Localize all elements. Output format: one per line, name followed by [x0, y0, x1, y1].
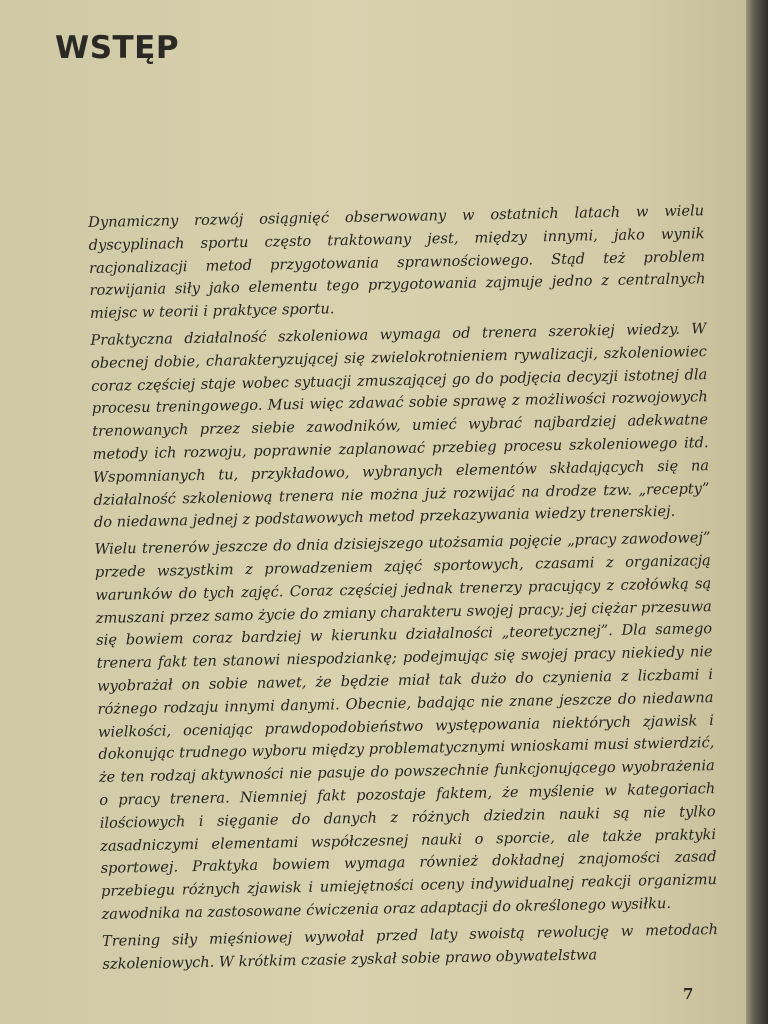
paragraph-1: Dynamiczny rozwój osiągnięć obserwowany w ostatnich latach w wielu dyscyplinach sportu często traktowany jest, między innymi, jako wynik racjonalizacji metod przygotowania sprawnościowego. Stąd też problem rozwijania siły jako elementu tego przygotowania zajmuje jedno z centralnych miejsc w teorii i praktyce sportu.	[88, 202, 706, 323]
chapter-heading: WSTĘP	[55, 30, 180, 66]
paragraph-2: Praktyczna działalność szkoleniowa wymaga od trenera szerokiej wiedzy. W obecnej dobie, charakteryzującej się zwielokrotnieniem rywalizacji, szkoleniowiec coraz częściej staje wobec sytuacji zmuszającej go do podjęcia decyzji istotnej dla procesu treningowego. Musi więc zdawać sobie sprawę z możliwości rozwojowych trenowanych przez siebie zawodników, umieć wybrać najbardziej adekwatne metody ich rozwoju, poprawnie zaplanować przebieg procesu szkoleniowego itd. Wspomnianych tu, przykładowo, wybranych elementów składających się na działalność szkoleniową trenera nie można już rozwijać na drodze tzw. „recepty” do niedawna jednej z podstawowych metod przekazywania wiedzy trenerskiej.	[90, 320, 710, 532]
body-text	[88, 200, 719, 976]
page-edge-shadow	[746, 0, 768, 1024]
paragraph-3: Wielu trenerów jeszcze do dnia dzisiejszego utożsamia pojęcie „pracy zawodowej” przede wszystkim z prowadzeniem zajęć sportowych, czasami z organizacją warunków do tych zajęć. Coraz częściej jednak trenerzy pracujący z czołówką są zmuszani przez samo życie do zmiany charakteru swojej pracy; jej ciężar przesuwa się bowiem coraz bardziej w kierunku działalności „teoretycznej”. Dla samego trenera fakt ten stanowi niespodziankę; podejmując się swojej pracy niekiedy nie wyobrażał on sobie nawet, że będzie miał tak dużo do czynienia z liczbami i różnego rodzaju innymi danymi. Obecnie, badając nie znane jeszcze do niedawna wielkości, oceniając prawdopodobieństwo występowania niektórych zjawisk i dokonując trudnego wyboru między problematycznymi wnioskami musi stwierdzić, że ten rodzaj aktywności nie pasuje do powszechnie funkcjonującego wyobrażenia o pracy trenera. Niemniej fakt pozostaje faktem, że myślenie w kategoriach ilościowych i sięganie do danych z różnych dziedzin nauki są nie tylko zasadniczymi elementami współczesnej nauki o sporcie, ale także praktyki sportowej. Praktyka bowiem wymaga również dokładnej znajomości zasad przebiegu różnych zjawisk i umiejętności oceny indywidualnej reakcji organizmu zawodnika na zastosowane ćwiczenia oraz adaptacji do określonego wysiłku.	[94, 529, 718, 923]
paragraph-4: Trening siły mięśniowej wywołał przed laty swoistą rewolucję w metodach szkoleniowych. W krótkim czasie zyskał sobie prawo obywatelstwa	[101, 920, 719, 973]
page-number: 7	[683, 985, 694, 1003]
